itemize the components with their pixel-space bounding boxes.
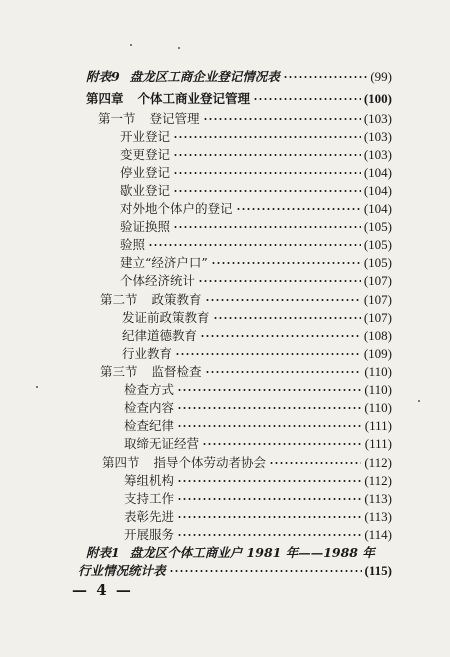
section-label: 第四节 [102,455,140,470]
page-ref: (115) [364,563,392,578]
section-label: 第二节 [100,292,138,307]
page-ref: (111) [364,418,392,433]
dot-leader [200,335,361,337]
entry-title: 检查纪律 [124,418,175,433]
dot-leader [177,425,362,427]
toc-entry-item [124,472,392,490]
toc-entry-section-4 [102,454,392,472]
toc-entry-appendix-9 [86,68,392,86]
entry-title: 建立“经济户口” [120,255,208,270]
page-ref: (99) [370,69,392,84]
scan-speck [36,386,38,388]
entry-title: 个体经济统计 [120,273,196,288]
dot-leader [198,280,361,282]
dot-leader [173,226,361,228]
entry-title: 检查内容 [124,400,175,415]
entry-title: 验证换照 [120,219,171,234]
dot-leader [213,317,361,319]
toc-entry-item [124,526,392,544]
toc-entry-item [120,200,392,218]
toc-entry-item [124,490,392,508]
toc-entry-item [120,218,392,236]
chapter-label: 第四章 [86,91,124,106]
dot-leader [177,534,361,536]
dot-leader [253,98,361,100]
page-ref: (110) [364,364,392,379]
dot-leader [177,407,361,409]
entry-title: 停业登记 [120,165,171,180]
page-ref: (107) [363,292,392,307]
page-number: — 4 — [72,581,133,599]
appendix-label: 附表1 [86,545,120,560]
page-ref: (113) [364,509,392,524]
dot-leader [173,154,361,156]
entry-title: 歇业登记 [120,183,171,198]
entry-title: 行业情况统计表 [78,563,166,578]
toc-entry-item [122,345,392,363]
page-ref: (110) [364,400,392,415]
page-ref: (111) [364,436,392,451]
toc-entry-item [124,435,392,453]
page-ref: (104) [363,201,392,216]
toc-entry-item [120,182,392,200]
toc-entry-item [120,236,392,254]
dot-leader [173,190,361,192]
toc-entry-item [124,399,392,417]
toc-entry-section-2 [100,291,392,309]
entry-title: 纪律道德教育 [122,328,198,343]
page-ref: (113) [364,491,392,506]
toc-entry-item [122,327,392,345]
toc-entry-item [120,272,392,290]
entry-title: 登记管理 [149,111,200,126]
entry-title: 盘龙区个体工商业户 1981 年——1988 年 [129,545,375,560]
page-ref: (112) [364,473,392,488]
entry-title: 取缔无证经营 [124,436,200,451]
dot-leader [148,244,361,246]
toc-entry-section-1 [98,110,392,128]
dot-leader [173,172,361,174]
toc-entry-item [120,254,392,272]
page-ref: (100) [363,91,392,106]
dot-leader [236,208,361,210]
toc-entry-item [122,309,392,327]
page-ref: (104) [363,165,392,180]
appendix-label: 附表9 [86,69,120,84]
toc-entry-chapter-4 [86,90,392,108]
entry-title: 行业教育 [122,346,173,361]
toc-entry-appendix-1-line1 [86,544,375,562]
entry-title: 筹组机构 [124,473,175,488]
section-label: 第三节 [100,364,138,379]
entry-title: 验照 [120,237,146,252]
dot-leader [283,76,368,78]
entry-title: 表彰先进 [124,509,175,524]
toc-entry-item [124,381,392,399]
toc-entry-item [124,508,392,526]
page-ref: (110) [364,382,392,397]
toc-entry-item [124,417,392,435]
dot-leader [202,443,362,445]
entry-title: 盘龙区工商企业登记情况表 [129,69,280,84]
page-ref: (105) [363,237,392,252]
dot-leader [177,516,361,518]
dot-leader [177,498,361,500]
page-ref: (103) [363,147,392,162]
page-ref: (108) [363,328,392,343]
toc-entry-item [120,146,392,164]
page-ref: (104) [363,183,392,198]
dot-leader [175,353,361,355]
entry-title: 对外地个体户的登记 [120,201,233,216]
entry-title: 发证前政策教育 [122,310,210,325]
dot-leader [211,262,361,264]
dot-leader [269,462,361,464]
toc-entry-section-3 [100,363,392,381]
page-ref: (107) [363,273,392,288]
entry-title: 开展服务 [124,527,175,542]
page-ref: (105) [363,255,392,270]
entry-title: 监督检查 [151,364,202,379]
toc-entry-appendix-1-line2 [78,562,392,580]
page-ref: (114) [364,527,392,542]
scan-speck [130,44,132,46]
dot-leader [177,389,361,391]
entry-title: 个体工商业登记管理 [137,91,251,106]
dot-leader [203,118,361,120]
page-ref: (103) [363,111,392,126]
scan-speck [418,400,420,402]
page-ref: (112) [364,455,392,470]
toc-entry-item [120,128,392,146]
entry-title: 支持工作 [124,491,175,506]
page-ref: (107) [363,310,392,325]
dot-leader [177,480,361,482]
page-ref: (103) [363,129,392,144]
section-label: 第一节 [98,111,136,126]
dot-leader [173,136,361,138]
entry-title: 政策教育 [151,292,202,307]
dot-leader [205,299,361,301]
page-ref: (109) [363,346,392,361]
dot-leader [205,371,362,373]
page-ref: (105) [363,219,392,234]
entry-title: 指导个体劳动者协会 [153,455,267,470]
entry-title: 变更登记 [120,147,171,162]
dot-leader [169,570,362,572]
entry-title: 检查方式 [124,382,175,397]
scan-speck [178,47,180,49]
toc-entry-item [120,164,392,182]
entry-title: 开业登记 [120,129,171,144]
